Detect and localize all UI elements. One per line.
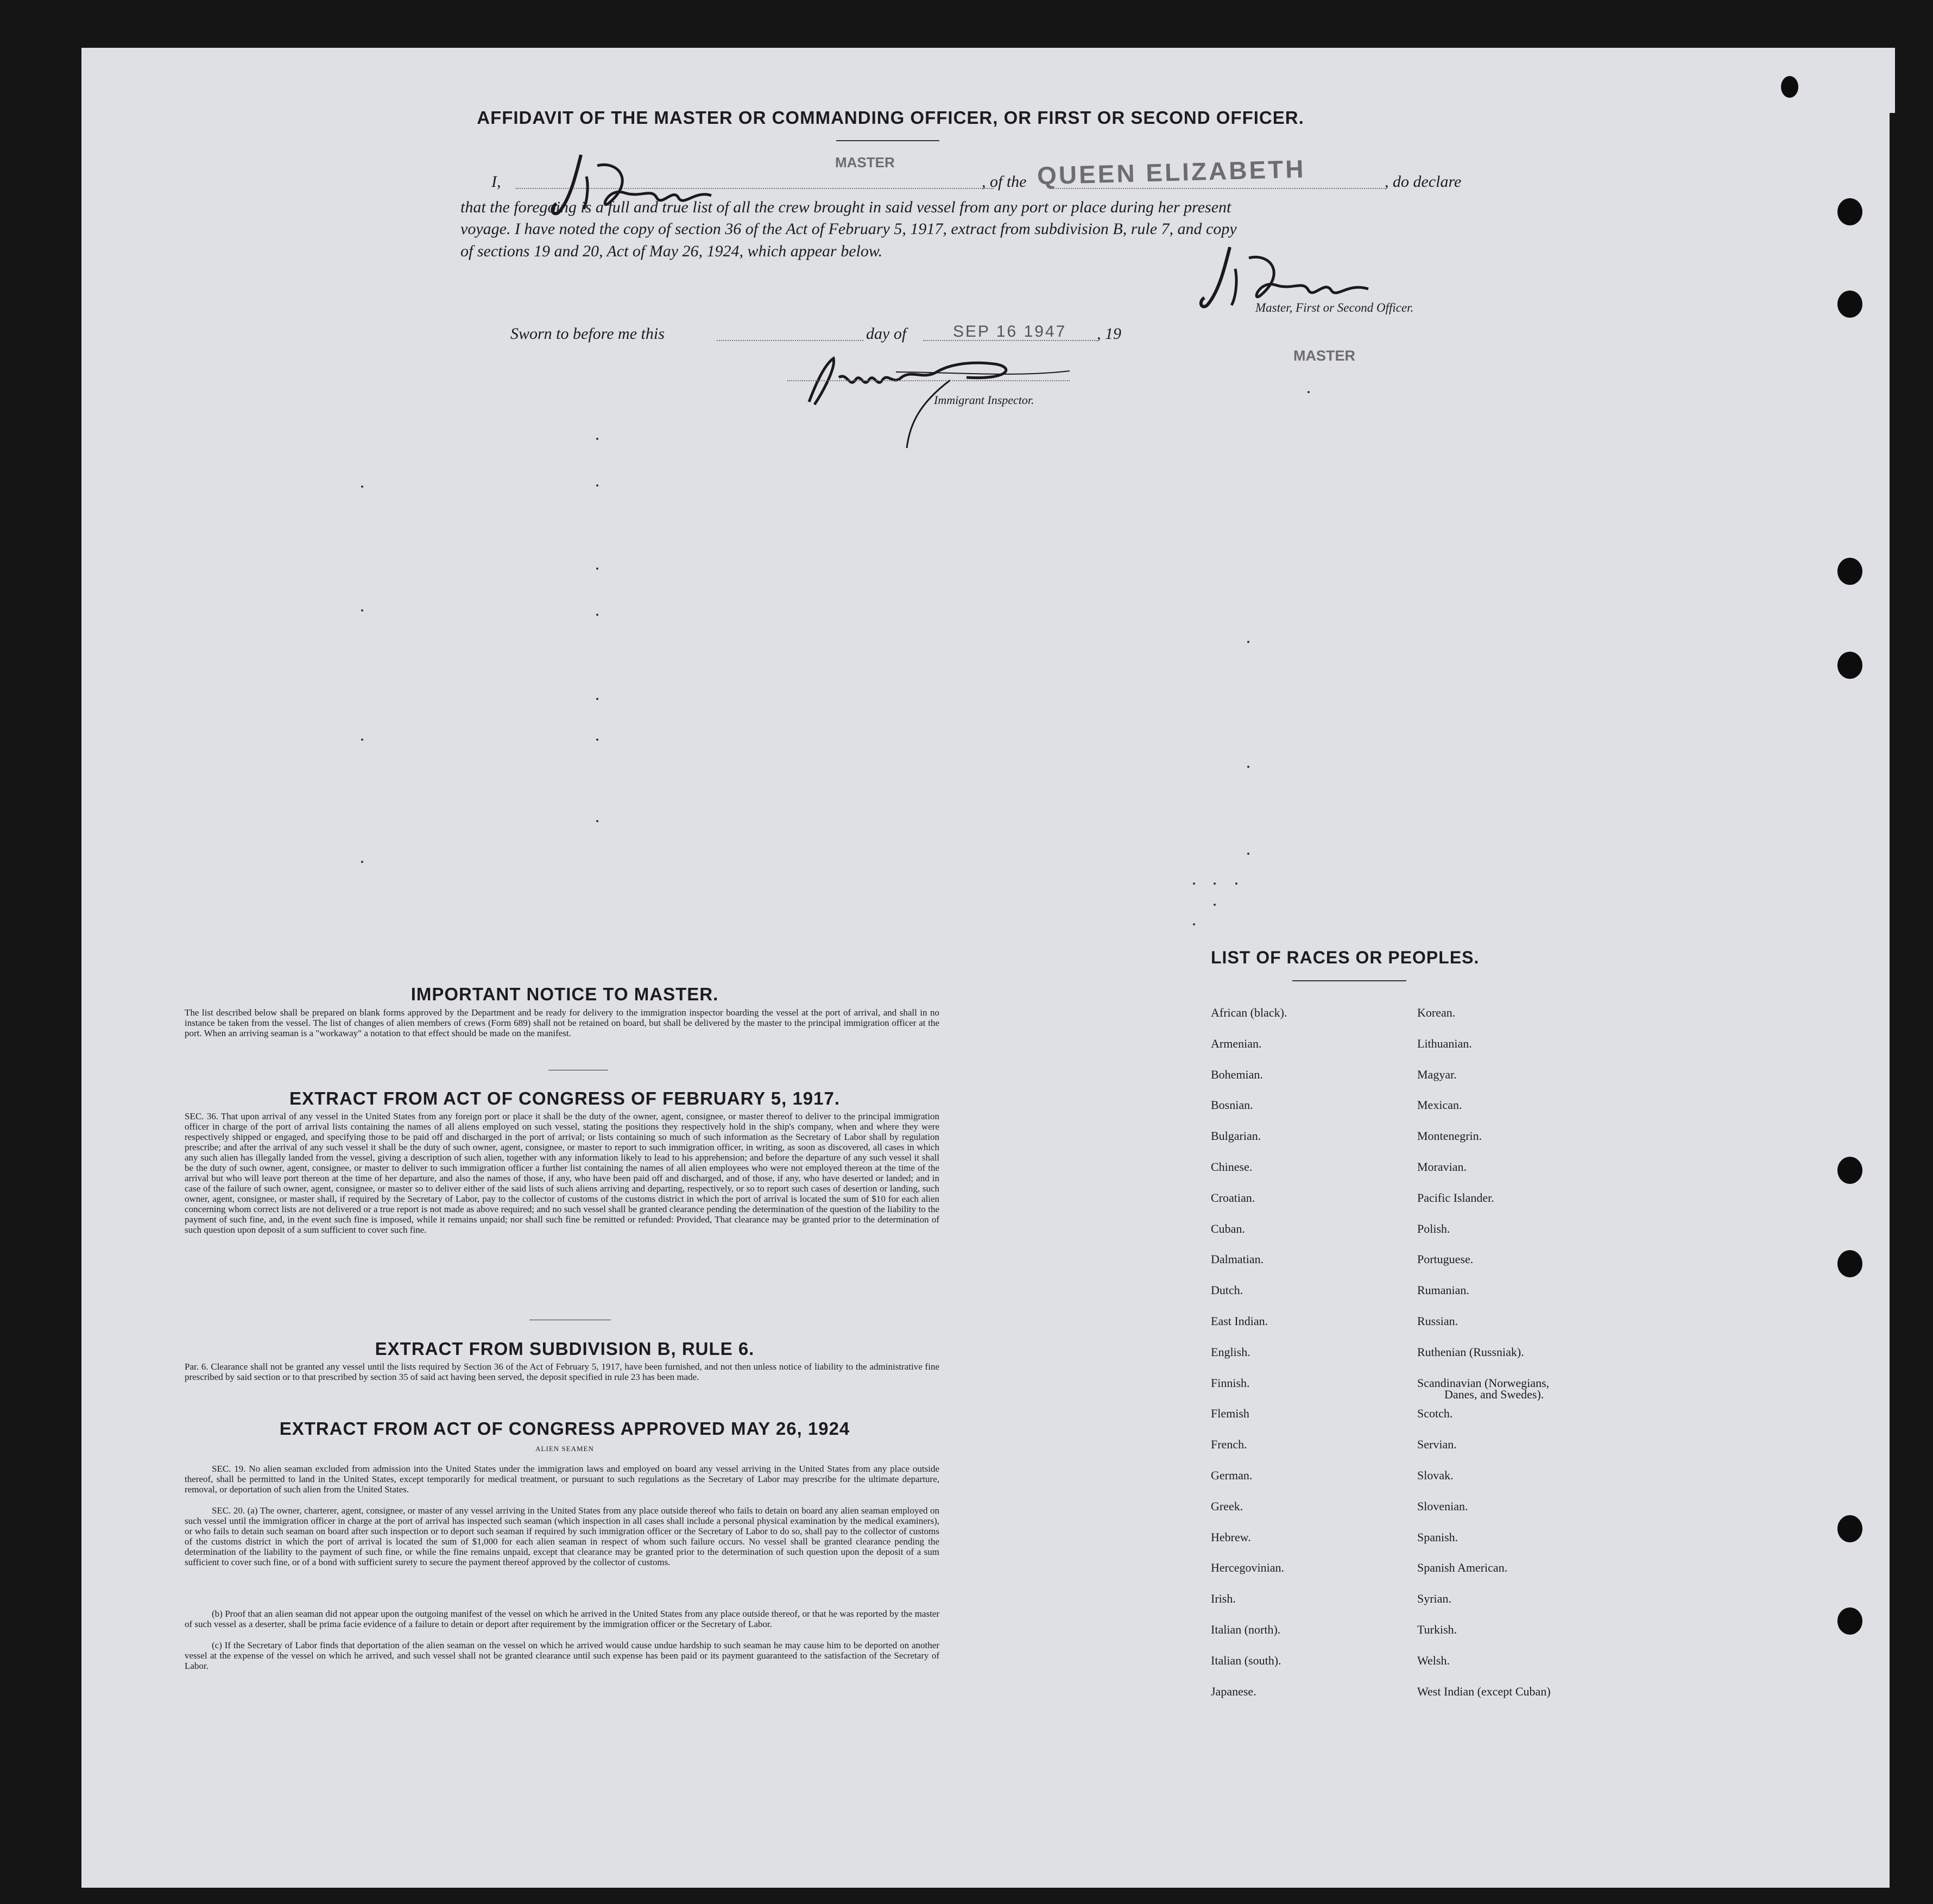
extract-1924-title: EXTRACT FROM ACT OF CONGRESS APPROVED MAY 26, 1924 — [279, 1418, 850, 1439]
race-item: Spanish American. — [1417, 1561, 1508, 1574]
speck — [1247, 766, 1249, 768]
race-item: Pacific Islander. — [1417, 1191, 1494, 1205]
race-item: Cuban. — [1211, 1222, 1245, 1235]
race-item: Scandinavian (Norwegians, — [1417, 1376, 1550, 1390]
race-item: Greek. — [1211, 1499, 1243, 1513]
speck — [596, 484, 598, 487]
race-item: Bulgarian. — [1211, 1129, 1261, 1143]
notice-title: IMPORTANT NOTICE TO MASTER. — [410, 984, 719, 1004]
officer-caption: Master, First or Second Officer. — [1255, 301, 1414, 314]
sec-19-body: SEC. 19. No alien seaman excluded from admission into the United States under the immigration laws and employed on board any vessel arriving in the United States from any place outside thereof, shall be permitted to land in the United States, except temporarily for medical treatment, or pursuant to such regulations as the Secretary of Labor may prescribe for the ultimate departure, removal, or deportation of such alien from the United States. — [185, 1464, 939, 1495]
speck — [596, 568, 598, 570]
speck — [596, 820, 598, 822]
race-item: Rumanian. — [1417, 1283, 1469, 1297]
race-item: Ruthenian (Russniak). — [1417, 1345, 1524, 1359]
race-item-continuation: Danes, and Swedes). — [1444, 1388, 1544, 1401]
race-item: Moravian. — [1417, 1160, 1467, 1174]
affidavit-do-declare: , do declare — [1385, 173, 1462, 191]
race-item: Korean. — [1417, 1006, 1456, 1019]
inspector-line — [787, 380, 1070, 381]
vessel-name-line — [1053, 188, 1385, 189]
race-item: Finnish. — [1211, 1376, 1250, 1390]
speck — [596, 698, 598, 700]
affidavit-line-3: voyage. I have noted the copy of section 36 of the Act of February 5, 1917, extract from subdivision B, rule 7, and copy — [460, 220, 1237, 238]
affidavit-line-2: that the foregoing is a full and true list of all the crew brought in said vessel from any port or place during her present — [460, 198, 1231, 216]
sworn-prefix: Sworn to before me this — [510, 325, 665, 343]
race-item: Dalmatian. — [1211, 1252, 1264, 1266]
affidavit-i: I, — [491, 173, 501, 191]
race-item: Chinese. — [1211, 1160, 1253, 1174]
speck — [596, 739, 598, 741]
sworn-day-of: day of — [866, 325, 907, 343]
race-item: East Indian. — [1211, 1314, 1268, 1328]
speck — [361, 486, 363, 488]
sec-20a-body: SEC. 20. (a) The owner, charterer, agent, consignee, or master of any vessel arriving in the United States from any place outside thereof who fails to detain on board any alien seaman employed on such vessel until the immigration officer in charge at the port of arrival has inspected such seaman (which inspection in all cases shall include a personal physical examination by the medical examiners), or who fails to detain such seaman on board after such inspection or to deport such seaman if required by such immigration officer or the Secretary of Labor to do so, shall pay to the collector of customs of the customs district in which the port of arrival is located the sum of $1,000 for each alien seaman in respect of whom such failure occurs. No vessel shall be granted clearance pending the determination of the liability to the payment of such fine, or while the fine remains unpaid, except that clearance may be granted prior to the determination of such question upon the deposit of a sum sufficient to cover such fine, or of a bond with sufficient surety to secure the payment thereof approved by the collector of customs. — [185, 1505, 939, 1567]
binder-hole — [1837, 1607, 1862, 1635]
speck — [1214, 882, 1216, 885]
binder-hole — [1837, 198, 1862, 225]
race-item: Montenegrin. — [1417, 1129, 1482, 1143]
race-item: African (black). — [1211, 1006, 1287, 1019]
extract-1917-title: EXTRACT FROM ACT OF CONGRESS OF FEBRUARY 5, 1917. — [289, 1088, 841, 1108]
title-rule — [836, 140, 939, 141]
speck — [1193, 923, 1195, 925]
race-item: Bosnian. — [1211, 1098, 1253, 1112]
race-item: Syrian. — [1417, 1592, 1451, 1605]
race-item: Croatian. — [1211, 1191, 1255, 1205]
race-item: Flemish — [1211, 1407, 1249, 1420]
binder-hole — [1837, 652, 1862, 679]
race-item: German. — [1211, 1468, 1253, 1482]
binder-hole — [1837, 291, 1862, 318]
race-item: Irish. — [1211, 1592, 1236, 1605]
affidavit-line-4: of sections 19 and 20, Act of May 26, 1924, which appear below. — [460, 242, 883, 260]
notice-body: The list described below shall be prepared on blank forms approved by the Department and be ready for delivery to the immigration inspector boarding the vessel at the port of arrival, and shall in no instance be taken from the vessel. The list of changes of alien members of crews (Form 689) shall not be retained on board, but shall be delivered by the master to the principal immigration officer at the port. When an arriving seaman is a "workaway" a notation to that effect should be made on the manifest. — [185, 1007, 939, 1038]
master-stamp-top: MASTER — [835, 154, 895, 171]
sec-20c-body: (c) If the Secretary of Labor finds that deportation of the alien seaman on the vessel on which he arrived would cause undue hardship to such seaman he may cause him to be deported on another vessel at the expense of the vessel on which he arrived, and such vessel shall not be granted clearance until such expense has been paid or its payment guaranteed to the satisfaction of the Secretary of Labor. — [185, 1640, 939, 1671]
race-item: Russian. — [1417, 1314, 1458, 1328]
binder-hole — [1837, 558, 1862, 585]
rule-6-title: EXTRACT FROM SUBDIVISION B, RULE 6. — [375, 1339, 755, 1359]
binder-hole — [1837, 1157, 1862, 1184]
rule-6-body: Par. 6. Clearance shall not be granted any vessel until the lists required by Section 36 of the Act of February 5, 1917, have been furnished, and not then unless notice of liability to the administrative fine prescribed by said section or to that prescribed by section 35 of said act having been served, the deposit specified in rule 23 has been made. — [185, 1361, 939, 1382]
race-item: Hercegovinian. — [1211, 1561, 1284, 1574]
race-item: Spanish. — [1417, 1530, 1458, 1544]
vessel-name-stamp: QUEEN ELIZABETH — [1037, 154, 1306, 190]
race-item: Bohemian. — [1211, 1068, 1263, 1081]
sworn-year: , 19 — [1097, 325, 1121, 343]
race-item: Polish. — [1417, 1222, 1450, 1235]
speck — [1193, 882, 1195, 885]
race-item: West Indian (except Cuban) — [1417, 1685, 1551, 1698]
race-item: Lithuanian. — [1417, 1037, 1472, 1050]
inspector-caption: Immigrant Inspector. — [934, 393, 1034, 407]
races-rule — [1292, 980, 1406, 981]
speck — [361, 609, 363, 611]
sec-20b-body: (b) Proof that an alien seaman did not appear upon the outgoing manifest of the vessel on which he arrived in the United States from any place outside thereof, or that he was reported by the master of such vessel as a deserter, shall be prima facie evidence of a failure to detain or deport after requirement by the immigration officer or the Secretary of Labor. — [185, 1609, 939, 1629]
binder-hole — [1837, 1515, 1862, 1542]
race-item: English. — [1211, 1345, 1250, 1359]
speck — [1214, 904, 1216, 906]
extract-1917-body: SEC. 36. That upon arrival of any vessel in the United States from any foreign port or place it shall be the duty of the owner, agent, consignee, or master thereof to deliver to the principal immigration officer in charge of the port of arrival lists containing the names of all aliens employed on such vessel, stating the positions they respectively hold in the ship's company, when and where they were respectively shipped or engaged, and specifying those to be paid off and discharged in the port of arrival; or lists containing so much of such information as the Secretary of Labor shall by regulation prescribe; and after the arrival of any such vessel it shall be the duty of such owner, agent, consignee, or master to report to such immigration officer, in writing, as soon as discovered, all cases in which any such alien has illegally landed from the vessel, giving a description of such alien, together with any information likely to lead to his apprehension; and before the departure of any such vessel it shall be the duty of such owner, agent, consignee, or master to deliver to such immigration officer a further list containing the names of all alien employees who were not employed thereon at the time of the arrival but who will leave port thereon at the time of her departure, and also the names of those, if any, who have been paid off and discharged, and of those, if any, who have deserted or landed; and in case of the failure of such owner, agent, consignee, or master so to deliver either of the said lists of such aliens arriving and departing, respectively, or so to report such cases of desertion or landing, such owner, agent, consignee, or master shall, if required by the Secretary of Labor, pay to the collector of customs of the customs district in which the port of arrival is located the sum of $10 for each alien concerning whom correct lists are not delivered or a true report is not made as above required; and no such vessel shall be granted clearance pending the determination of the question of the liability to the payment of such fine, and, in the event such fine is imposed, while it remains unpaid; nor shall such fine be remitted or refunded: Provided, That clearance may be granted prior to the determination of such question upon deposit of a sum sufficient to cover such fine. — [185, 1111, 939, 1235]
affidavit-title: AFFIDAVIT OF THE MASTER OR COMMANDING OFFICER, OR FIRST OR SECOND OFFICER. — [477, 108, 1304, 128]
speck — [1247, 853, 1249, 855]
speck — [596, 438, 598, 440]
speck — [361, 861, 363, 863]
race-item: Mexican. — [1417, 1098, 1462, 1112]
race-item: Armenian. — [1211, 1037, 1262, 1050]
binder-hole — [1781, 76, 1798, 98]
speck — [361, 739, 363, 741]
race-item: Portuguese. — [1417, 1252, 1474, 1266]
race-item: Italian (north). — [1211, 1623, 1281, 1636]
race-item: Scotch. — [1417, 1407, 1453, 1420]
speck — [1235, 882, 1237, 885]
speck — [1247, 641, 1249, 643]
master-stamp-bottom: MASTER — [1293, 348, 1355, 364]
race-item: Italian (south). — [1211, 1654, 1281, 1667]
race-item: Hebrew. — [1211, 1530, 1251, 1544]
race-item: French. — [1211, 1438, 1247, 1451]
race-item: Servian. — [1417, 1438, 1457, 1451]
races-title: LIST OF RACES OR PEOPLES. — [1211, 948, 1480, 967]
binder-hole — [1837, 1250, 1862, 1277]
speck — [1307, 391, 1310, 393]
race-item: Turkish. — [1417, 1623, 1457, 1636]
race-item: Japanese. — [1211, 1685, 1256, 1698]
race-item: Slovenian. — [1417, 1499, 1468, 1513]
race-item: Magyar. — [1417, 1068, 1457, 1081]
affidavit-of-the: , of the — [982, 173, 1027, 191]
race-item: Welsh. — [1417, 1654, 1450, 1667]
date-stamp: SEP 16 1947 — [953, 323, 1067, 341]
race-item: Slovak. — [1417, 1468, 1454, 1482]
speck — [596, 614, 598, 616]
race-item: Dutch. — [1211, 1283, 1243, 1297]
extract-1924-subtitle: ALIEN SEAMEN — [535, 1445, 594, 1453]
